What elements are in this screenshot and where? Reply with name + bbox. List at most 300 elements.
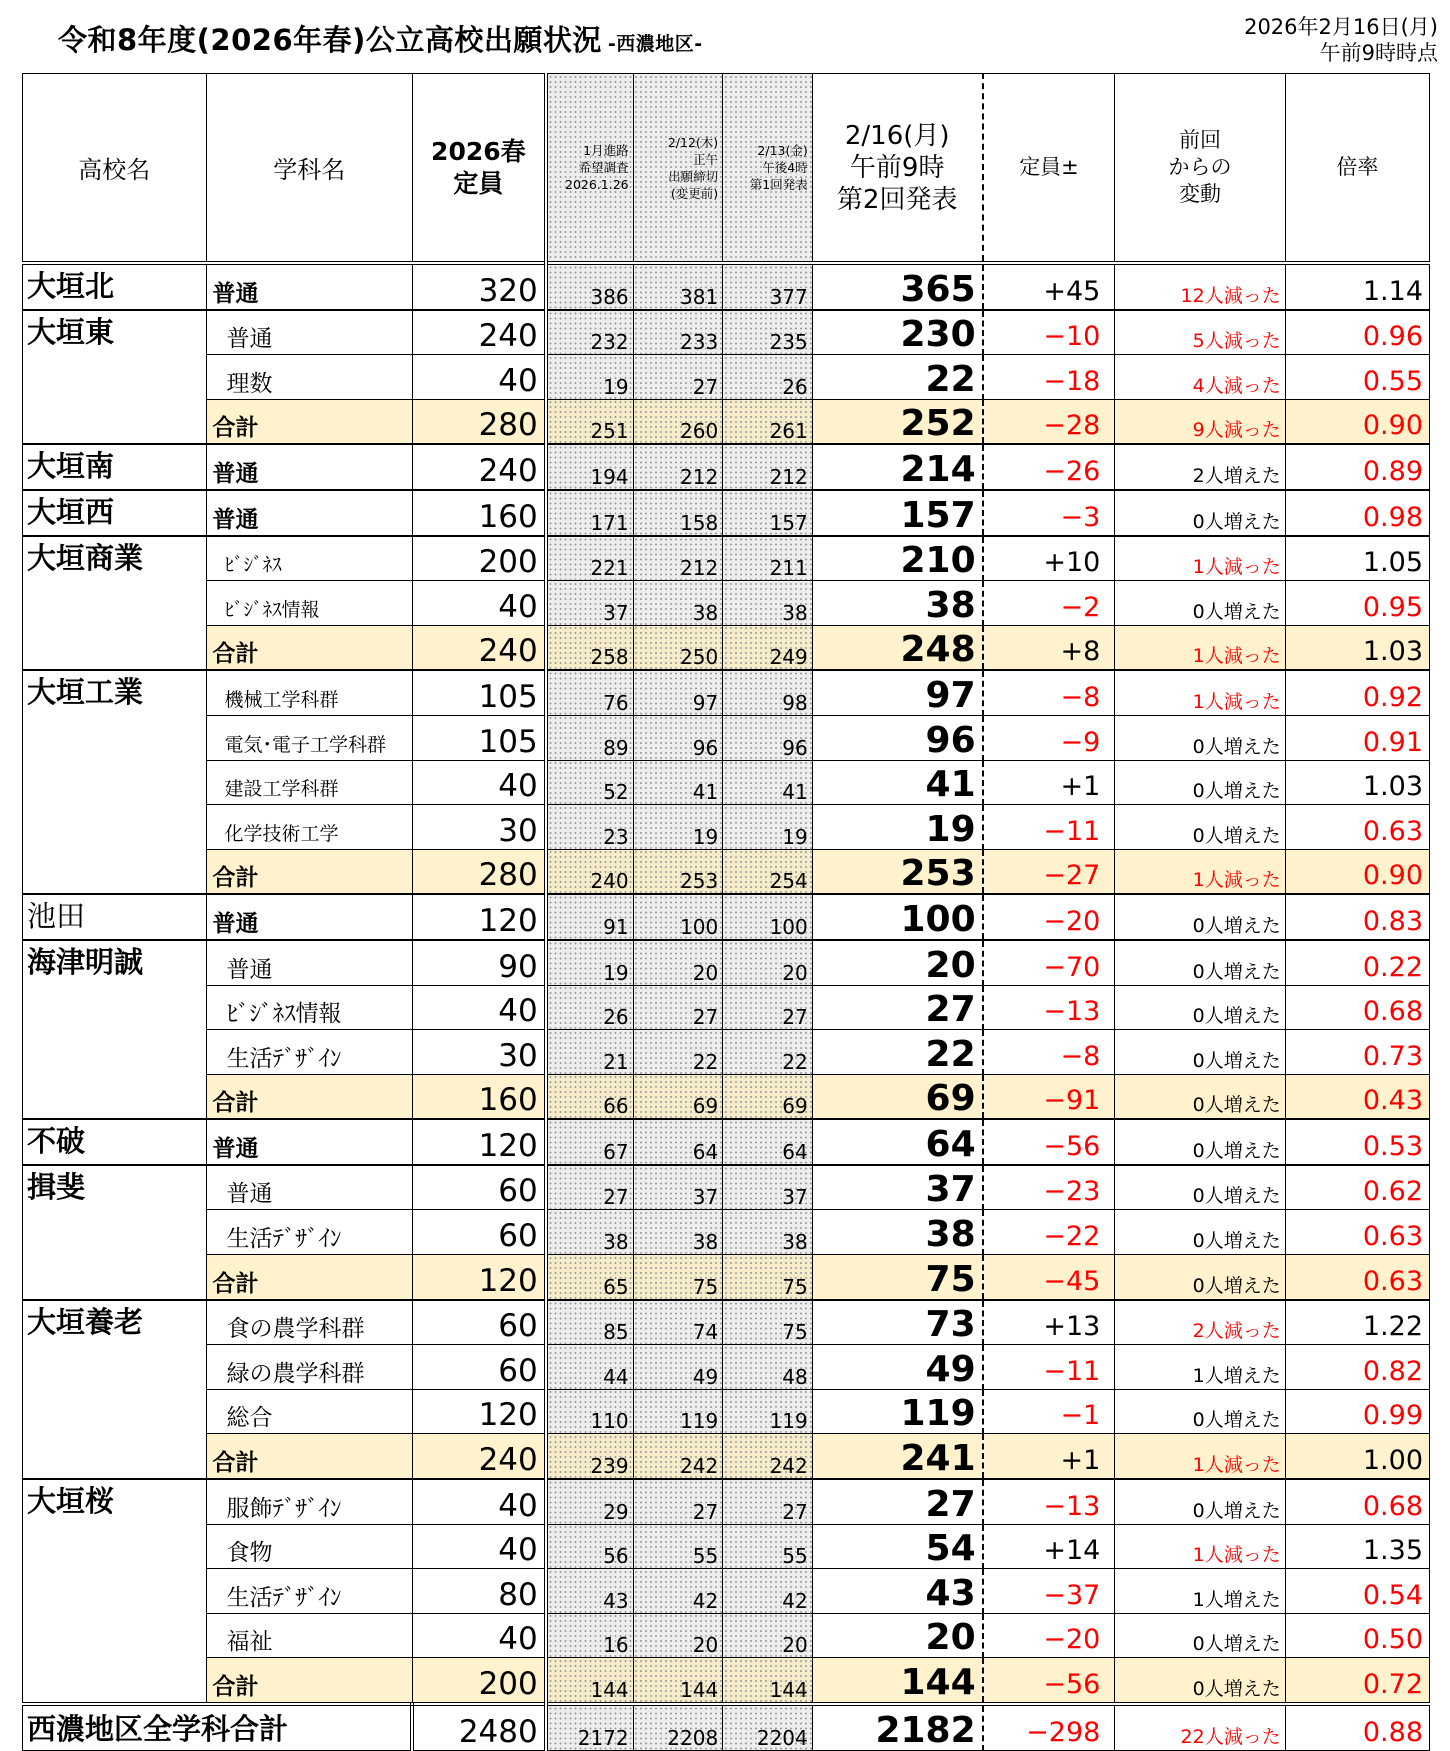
school-name: 揖斐 [23,1165,207,1300]
capacity-cell: 40 [412,355,545,400]
rate-cell: 0.91 [1285,715,1429,760]
capacity-cell: 80 [412,1569,545,1614]
current-applicants-cell: 75 [812,1255,982,1300]
table-row [23,760,1430,805]
first-release-cell: 96 [723,715,813,760]
current-applicants-cell: 144 [812,1658,982,1704]
capacity-diff-cell: +1 [983,1434,1115,1479]
rate-cell: 0.82 [1285,1345,1429,1390]
change-cell: 0人増えた [1115,940,1285,985]
school-name: 大垣南 [23,444,207,490]
change-cell: 1人減った [1115,670,1285,715]
header-deadline: 2/12(木) 正午 出願締切 (変更前) [633,74,723,264]
change-cell: 0人増えた [1115,1074,1285,1119]
survey-jan-cell: 38 [546,1210,633,1255]
rate-cell: 1.05 [1285,536,1429,581]
change-cell: 9人減った [1115,399,1285,444]
first-release-cell: 64 [723,1119,813,1165]
survey-jan-cell: 232 [546,310,633,355]
survey-jan-cell: 144 [546,1658,633,1704]
capacity-diff-cell: −11 [983,805,1115,850]
survey-jan-cell: 221 [546,536,633,581]
current-applicants-cell: 69 [812,1074,982,1119]
capacity-diff-cell: −45 [983,1255,1115,1300]
dept-name: 普通 [206,263,412,310]
current-applicants-cell: 22 [812,355,982,400]
rate-cell: 0.95 [1285,581,1429,626]
table-row [23,1569,1430,1614]
school-name: 大垣桜 [23,1479,207,1704]
survey-jan-cell: 240 [546,849,633,894]
capacity-cell: 280 [412,399,545,444]
deadline-cell: 212 [633,536,723,581]
capacity-cell: 160 [412,490,545,536]
school-name: 大垣西 [23,490,207,536]
timestamp [1244,14,1438,66]
survey-jan-cell: 89 [546,715,633,760]
change-cell: 0人増えた [1115,1210,1285,1255]
rate-cell: 0.43 [1285,1074,1429,1119]
first-release-cell: 22 [723,1030,813,1075]
capacity-cell: 240 [412,310,545,355]
deadline-cell: 22 [633,1030,723,1075]
change-cell: 1人減った [1115,625,1285,670]
capacity-cell: 60 [412,1165,545,1210]
deadline-cell: 20 [633,1613,723,1658]
region-label: -西濃地区- [607,33,703,55]
capacity-diff-cell: −2 [983,581,1115,626]
current-applicants-cell: 97 [812,670,982,715]
capacity-diff-cell: −27 [983,849,1115,894]
capacity-diff-cell: −3 [983,490,1115,536]
capacity-cell: 40 [412,1479,545,1524]
change-cell: 0人増えた [1115,1255,1285,1300]
school-name: 大垣東 [23,310,207,445]
current-applicants-cell: 241 [812,1434,982,1479]
survey-jan-cell: 91 [546,894,633,940]
capacity-diff-cell: −37 [983,1569,1115,1614]
rate-cell: 0.83 [1285,894,1429,940]
dept-name: 普通 [206,940,412,985]
school-name: 大垣工業 [23,670,207,894]
dept-name: 化学技術工学 [206,805,412,850]
capacity-cell: 120 [412,1255,545,1300]
dept-name: 普通 [206,1165,412,1210]
total-row [23,1074,1430,1119]
change-cell: 0人増えた [1115,715,1285,760]
capacity-diff-cell: −18 [983,355,1115,400]
dept-name: 総合 [206,1389,412,1434]
dept-name: 普通 [206,444,412,490]
change-cell: 1人増えた [1115,1569,1285,1614]
dept-name: 機械工学科群 [206,670,412,715]
capacity-cell: 280 [412,849,545,894]
dept-name: 合計 [206,1658,412,1704]
grand-diff-cell: −298 [983,1704,1115,1750]
table-row [23,1165,1430,1210]
change-cell: 1人減った [1115,1434,1285,1479]
dept-name: 合計 [206,1434,412,1479]
deadline-cell: 100 [633,894,723,940]
current-applicants-cell: 210 [812,536,982,581]
table-row [23,1030,1430,1075]
current-applicants-cell: 252 [812,399,982,444]
grand-total-label: 西濃地区全学科合計 [23,1704,413,1750]
school-name: 大垣北 [23,263,207,310]
table-row [23,263,1430,310]
current-applicants-cell: 49 [812,1345,982,1390]
dept-name: 理数 [206,355,412,400]
capacity-diff-cell: +13 [983,1300,1115,1345]
capacity-cell: 30 [412,805,545,850]
current-applicants-cell: 54 [812,1524,982,1569]
change-cell: 1人増えた [1115,1345,1285,1390]
deadline-cell: 242 [633,1434,723,1479]
table-row [23,1345,1430,1390]
current-applicants-cell: 20 [812,940,982,985]
header-second-release: 2/16(月) 午前9時 第2回発表 [812,74,982,264]
capacity-cell: 105 [412,715,545,760]
capacity-diff-cell: −56 [983,1119,1115,1165]
current-applicants-cell: 365 [812,263,982,310]
first-release-cell: 261 [723,399,813,444]
table-row [23,310,1430,355]
rate-cell: 1.22 [1285,1300,1429,1345]
survey-jan-cell: 43 [546,1569,633,1614]
title-text: 令和8年度(2026年春)公立高校出願状況 [58,23,602,57]
deadline-cell: 64 [633,1119,723,1165]
survey-jan-cell: 56 [546,1524,633,1569]
table-row [23,536,1430,581]
grand-survey-jan-cell: 2172 [546,1704,633,1750]
table-row [23,490,1430,536]
capacity-diff-cell: −8 [983,1030,1115,1075]
dept-name: 合計 [206,1255,412,1300]
rate-cell: 0.72 [1285,1658,1429,1704]
first-release-cell: 211 [723,536,813,581]
rate-cell: 0.62 [1285,1165,1429,1210]
current-applicants-cell: 64 [812,1119,982,1165]
dept-name: 食の農学科群 [206,1300,412,1345]
deadline-cell: 19 [633,805,723,850]
survey-jan-cell: 52 [546,760,633,805]
first-release-cell: 27 [723,985,813,1030]
grand-current-cell: 2182 [812,1704,982,1750]
rate-cell: 1.03 [1285,760,1429,805]
header-rate: 倍率 [1285,74,1429,264]
deadline-cell: 144 [633,1658,723,1704]
change-cell: 0人増えた [1115,1613,1285,1658]
total-row [23,1658,1430,1704]
first-release-cell: 249 [723,625,813,670]
current-applicants-cell: 214 [812,444,982,490]
rate-cell: 0.96 [1285,310,1429,355]
first-release-cell: 38 [723,1210,813,1255]
rate-cell: 1.35 [1285,1524,1429,1569]
deadline-cell: 38 [633,581,723,626]
rate-cell: 0.50 [1285,1613,1429,1658]
deadline-cell: 253 [633,849,723,894]
table-row [23,581,1430,626]
dept-name: 普通 [206,1119,412,1165]
table-row [23,444,1430,490]
deadline-cell: 27 [633,355,723,400]
change-cell: 0人増えた [1115,985,1285,1030]
change-cell: 0人増えた [1115,760,1285,805]
capacity-cell: 60 [412,1345,545,1390]
grand-deadline-cell: 2208 [633,1704,723,1750]
rate-cell: 0.22 [1285,940,1429,985]
rate-cell: 0.90 [1285,849,1429,894]
survey-jan-cell: 386 [546,263,633,310]
deadline-cell: 97 [633,670,723,715]
first-release-cell: 235 [723,310,813,355]
header-change: 前回 からの 変動 [1115,74,1285,264]
deadline-cell: 233 [633,310,723,355]
current-applicants-cell: 27 [812,985,982,1030]
rate-cell: 0.98 [1285,490,1429,536]
dept-name: 普通 [206,490,412,536]
dept-name: 服飾ﾃﾞｻﾞｲﾝ [206,1479,412,1524]
capacity-cell: 105 [412,670,545,715]
capacity-diff-cell: −20 [983,1613,1115,1658]
deadline-cell: 74 [633,1300,723,1345]
dept-name: 合計 [206,399,412,444]
deadline-cell: 42 [633,1569,723,1614]
dept-name: 合計 [206,1074,412,1119]
change-cell: 0人増えた [1115,1165,1285,1210]
first-release-cell: 42 [723,1569,813,1614]
current-applicants-cell: 230 [812,310,982,355]
change-cell: 0人増えた [1115,1389,1285,1434]
dept-name: ﾋﾞｼﾞﾈｽ情報 [206,581,412,626]
change-cell: 0人増えた [1115,805,1285,850]
capacity-cell: 240 [412,625,545,670]
survey-jan-cell: 26 [546,985,633,1030]
first-release-cell: 38 [723,581,813,626]
deadline-cell: 158 [633,490,723,536]
table-row [23,1479,1430,1524]
first-release-cell: 119 [723,1389,813,1434]
capacity-diff-cell: −91 [983,1074,1115,1119]
survey-jan-cell: 19 [546,940,633,985]
first-release-cell: 69 [723,1074,813,1119]
application-status-table [22,73,1430,1751]
capacity-diff-cell: +14 [983,1524,1115,1569]
capacity-diff-cell: +45 [983,263,1115,310]
first-release-cell: 41 [723,760,813,805]
capacity-diff-cell: −22 [983,1210,1115,1255]
dept-name: 普通 [206,894,412,940]
capacity-cell: 160 [412,1074,545,1119]
header-survey-jan: 1月進路 希望調査 2026.1.26 [546,74,633,264]
change-cell: 0人増えた [1115,1119,1285,1165]
rate-cell: 1.00 [1285,1434,1429,1479]
first-release-cell: 254 [723,849,813,894]
change-cell: 4人減った [1115,355,1285,400]
change-cell: 0人増えた [1115,581,1285,626]
first-release-cell: 20 [723,1613,813,1658]
school-name: 海津明誠 [23,940,207,1119]
rate-cell: 1.03 [1285,625,1429,670]
deadline-cell: 75 [633,1255,723,1300]
first-release-cell: 144 [723,1658,813,1704]
first-release-cell: 48 [723,1345,813,1390]
first-release-cell: 75 [723,1255,813,1300]
capacity-cell: 120 [412,1119,545,1165]
grand-total-row [23,1704,1430,1750]
current-applicants-cell: 27 [812,1479,982,1524]
table-row [23,805,1430,850]
change-cell: 5人減った [1115,310,1285,355]
table-row [23,1524,1430,1569]
survey-jan-cell: 44 [546,1345,633,1390]
total-row [23,399,1430,444]
capacity-diff-cell: −9 [983,715,1115,760]
capacity-diff-cell: −26 [983,444,1115,490]
dept-name: 生活ﾃﾞｻﾞｲﾝ [206,1210,412,1255]
capacity-cell: 60 [412,1300,545,1345]
capacity-diff-cell: +10 [983,536,1115,581]
deadline-cell: 38 [633,1210,723,1255]
grand-first-release-cell: 2204 [723,1704,813,1750]
capacity-cell: 120 [412,1389,545,1434]
capacity-cell: 40 [412,760,545,805]
table-row [23,985,1430,1030]
capacity-diff-cell: −11 [983,1345,1115,1390]
deadline-cell: 20 [633,940,723,985]
current-applicants-cell: 37 [812,1165,982,1210]
dept-name: 普通 [206,310,412,355]
capacity-cell: 30 [412,1030,545,1075]
dept-name: 生活ﾃﾞｻﾞｲﾝ [206,1569,412,1614]
survey-jan-cell: 21 [546,1030,633,1075]
capacity-cell: 40 [412,985,545,1030]
grand-rate-cell: 0.88 [1285,1704,1429,1750]
table-row [23,940,1430,985]
table-row [23,1389,1430,1434]
capacity-diff-cell: −8 [983,670,1115,715]
dept-name: ﾋﾞｼﾞﾈｽ [206,536,412,581]
survey-jan-cell: 76 [546,670,633,715]
deadline-cell: 55 [633,1524,723,1569]
table-row [23,715,1430,760]
first-release-cell: 98 [723,670,813,715]
capacity-cell: 40 [412,581,545,626]
total-row [23,849,1430,894]
header-school: 高校名 [23,74,207,264]
survey-jan-cell: 19 [546,355,633,400]
table-row [23,1210,1430,1255]
total-row [23,1434,1430,1479]
survey-jan-cell: 239 [546,1434,633,1479]
deadline-cell: 260 [633,399,723,444]
first-release-cell: 75 [723,1300,813,1345]
current-applicants-cell: 119 [812,1389,982,1434]
dept-name: 福祉 [206,1613,412,1658]
deadline-cell: 27 [633,1479,723,1524]
rate-cell: 0.90 [1285,399,1429,444]
deadline-cell: 41 [633,760,723,805]
rate-cell: 0.63 [1285,1255,1429,1300]
capacity-cell: 60 [412,1210,545,1255]
current-applicants-cell: 20 [812,1613,982,1658]
deadline-cell: 37 [633,1165,723,1210]
first-release-cell: 377 [723,263,813,310]
first-release-cell: 27 [723,1479,813,1524]
table-row [23,670,1430,715]
rate-cell: 0.68 [1285,985,1429,1030]
deadline-cell: 381 [633,263,723,310]
first-release-cell: 26 [723,355,813,400]
first-release-cell: 242 [723,1434,813,1479]
survey-jan-cell: 66 [546,1074,633,1119]
change-cell: 1人減った [1115,849,1285,894]
survey-jan-cell: 171 [546,490,633,536]
deadline-cell: 119 [633,1389,723,1434]
change-cell: 2人増えた [1115,444,1285,490]
dept-name: 建設工学科群 [206,760,412,805]
deadline-cell: 69 [633,1074,723,1119]
first-release-cell: 157 [723,490,813,536]
change-cell: 2人減った [1115,1300,1285,1345]
rate-cell: 0.55 [1285,355,1429,400]
grand-change-cell: 22人減った [1115,1704,1285,1750]
current-applicants-cell: 41 [812,760,982,805]
survey-jan-cell: 85 [546,1300,633,1345]
header-diff: 定員± [983,74,1115,264]
survey-jan-cell: 67 [546,1119,633,1165]
survey-jan-cell: 194 [546,444,633,490]
total-row [23,1255,1430,1300]
deadline-cell: 250 [633,625,723,670]
capacity-cell: 40 [412,1613,545,1658]
deadline-cell: 27 [633,985,723,1030]
rate-cell: 0.63 [1285,1210,1429,1255]
survey-jan-cell: 251 [546,399,633,444]
rate-cell: 0.99 [1285,1389,1429,1434]
capacity-cell: 200 [412,1658,545,1704]
capacity-cell: 40 [412,1524,545,1569]
dept-name: 生活ﾃﾞｻﾞｲﾝ [206,1030,412,1075]
deadline-cell: 96 [633,715,723,760]
capacity-diff-cell: −1 [983,1389,1115,1434]
header-dept: 学科名 [206,74,412,264]
capacity-diff-cell: −56 [983,1658,1115,1704]
survey-jan-cell: 37 [546,581,633,626]
survey-jan-cell: 65 [546,1255,633,1300]
rate-cell: 0.63 [1285,805,1429,850]
survey-jan-cell: 110 [546,1389,633,1434]
dept-name: ﾋﾞｼﾞﾈｽ情報 [206,985,412,1030]
current-applicants-cell: 73 [812,1300,982,1345]
capacity-diff-cell: −20 [983,894,1115,940]
first-release-cell: 55 [723,1524,813,1569]
current-applicants-cell: 157 [812,490,982,536]
grand-capacity-cell: 2480 [412,1704,545,1750]
survey-jan-cell: 23 [546,805,633,850]
table-row [23,1613,1430,1658]
table-row [23,894,1430,940]
capacity-cell: 320 [412,263,545,310]
rate-cell: 0.53 [1285,1119,1429,1165]
first-release-cell: 212 [723,444,813,490]
first-release-cell: 100 [723,894,813,940]
rate-cell: 0.73 [1285,1030,1429,1075]
deadline-cell: 49 [633,1345,723,1390]
survey-jan-cell: 16 [546,1613,633,1658]
first-release-cell: 19 [723,805,813,850]
